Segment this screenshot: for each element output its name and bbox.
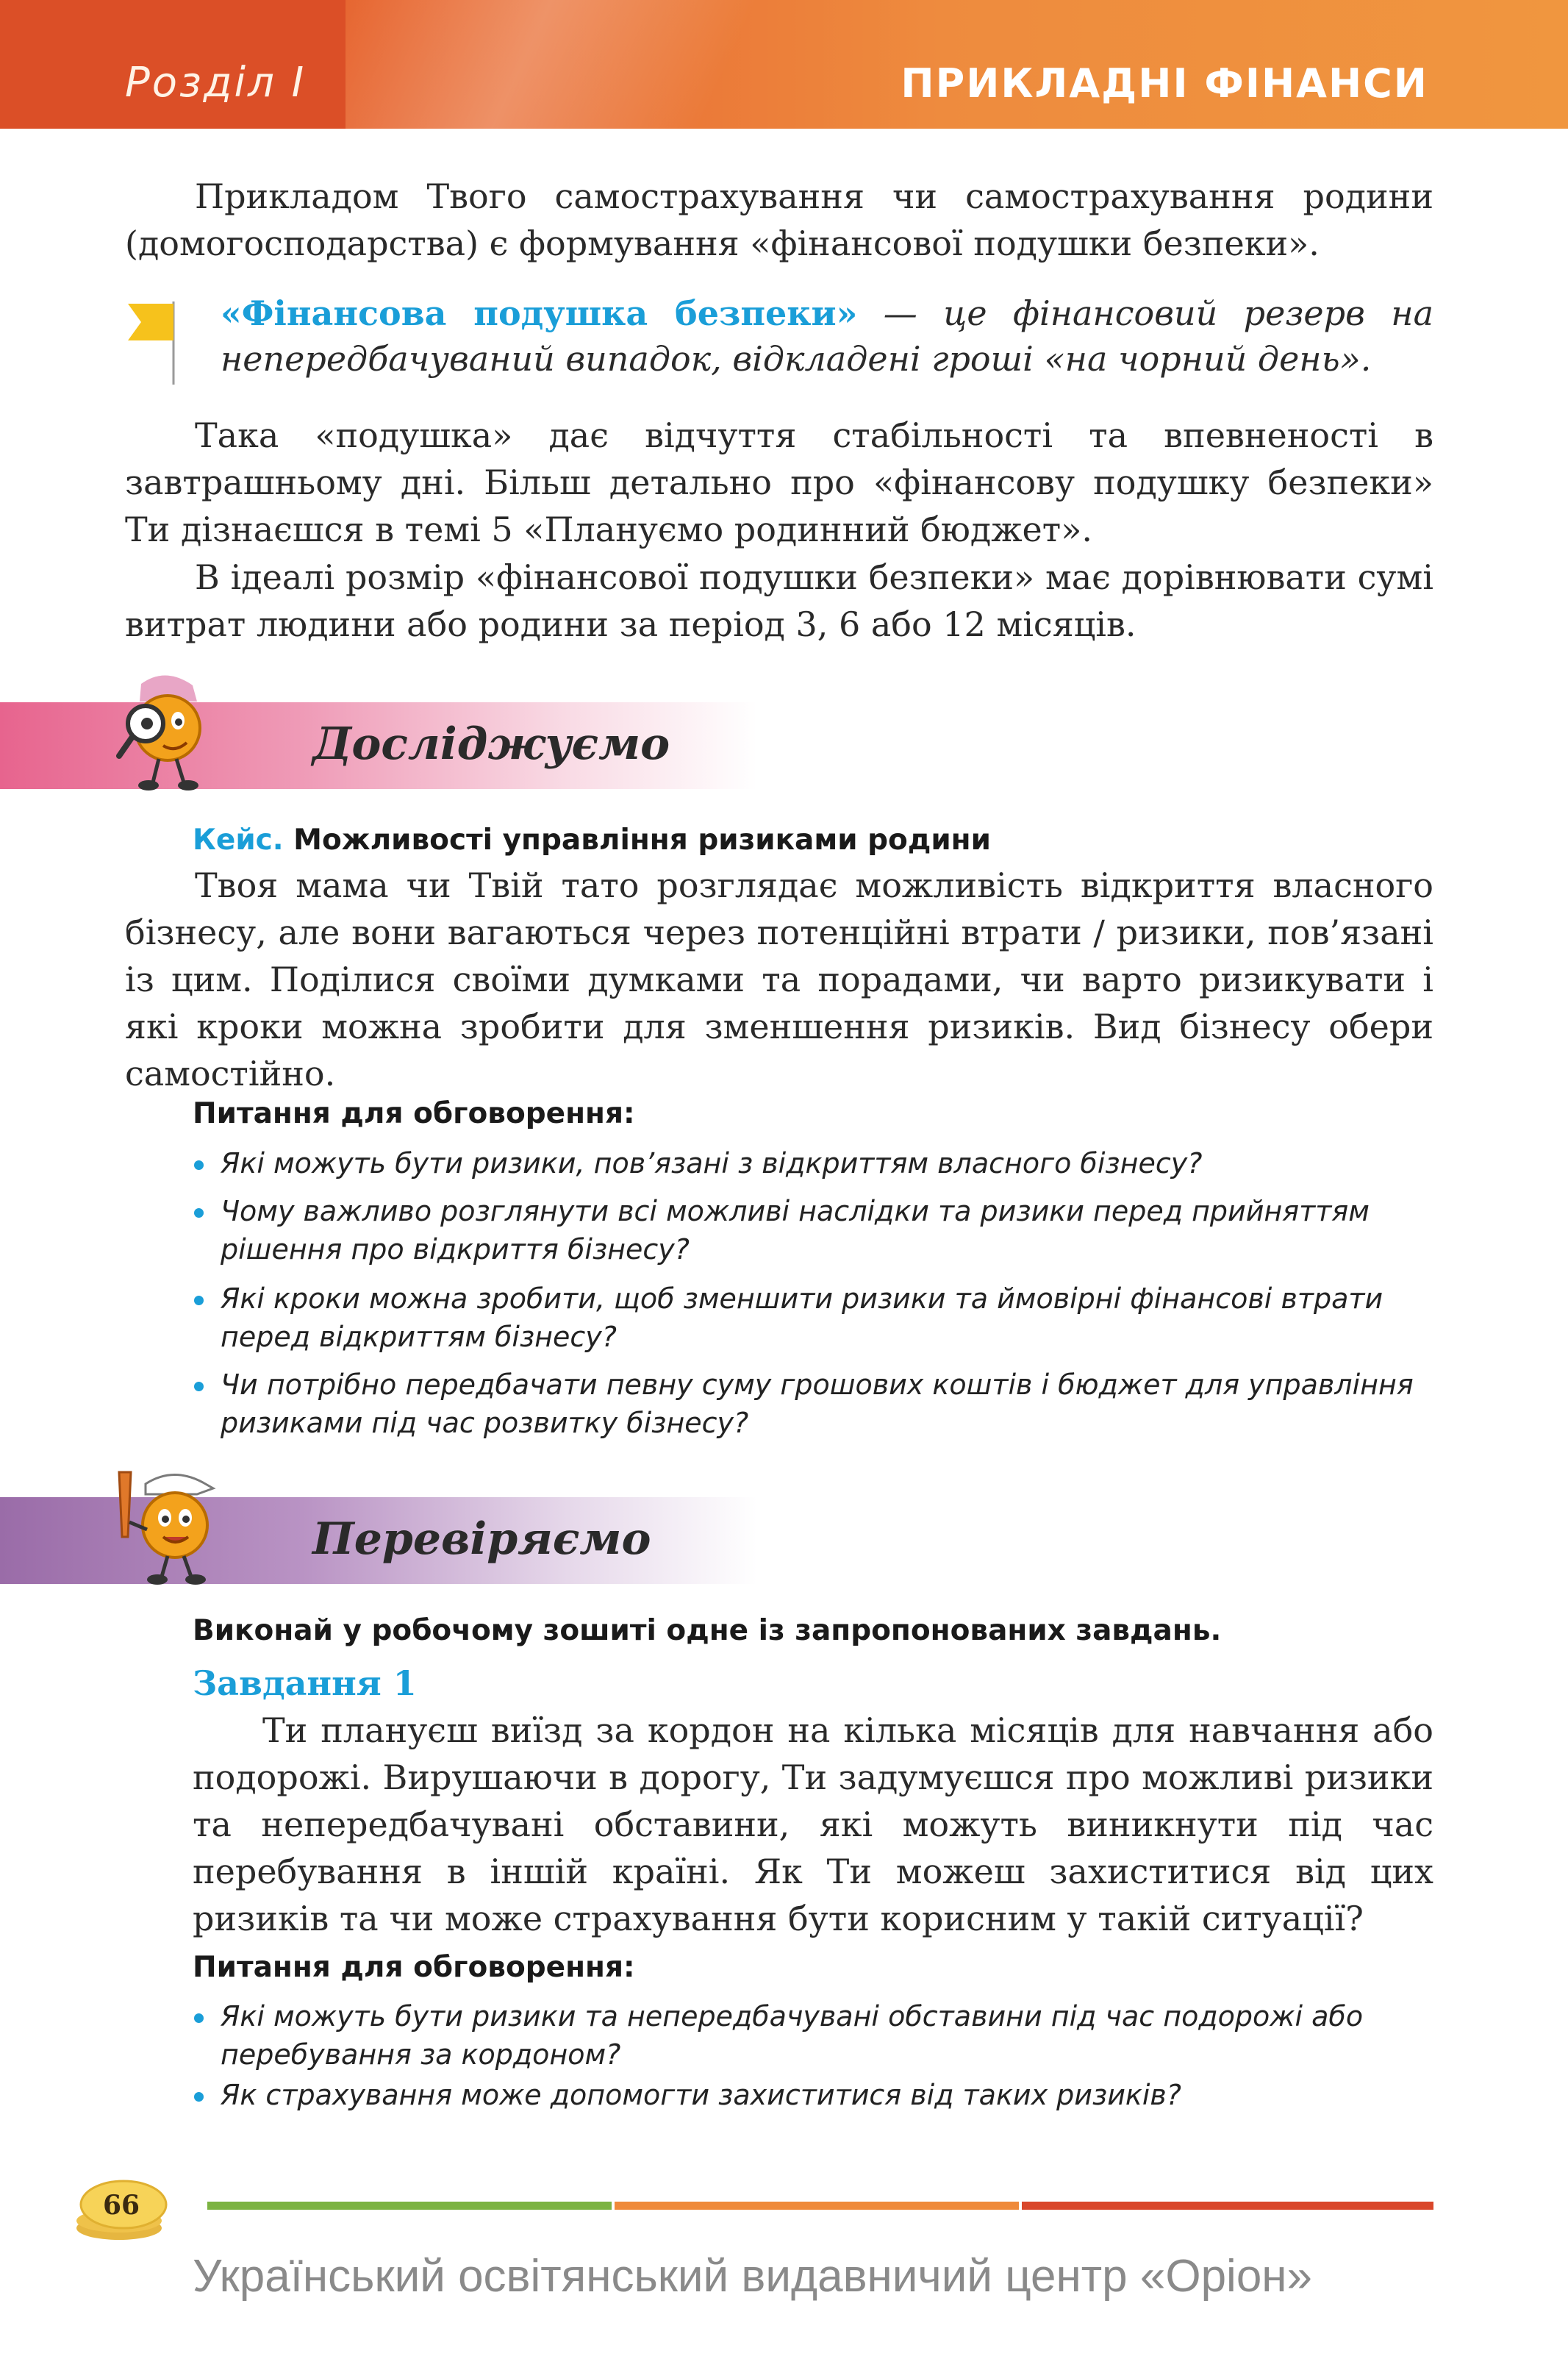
intro-paragraph-3: В ідеалі розмір «фінансової подушки безпеки» має дорівнювати сумі витрат людини або родини за період 3, 6 або 12 місяців.: [125, 557, 1433, 644]
intro-paragraph-2: Така «подушка» дає відчуття стабільності та впевненості в завтрашньому дні. Більш детально про «фінансову подушку безпеки» Ти дізнаєшся в темі 5 «Плануємо родинний бюджет».: [125, 415, 1433, 549]
footer-rule-green: [207, 2202, 612, 2210]
page-number: 66: [102, 2190, 140, 2221]
bullet-icon: [194, 1382, 204, 1391]
case-heading: [193, 824, 991, 857]
check-question-2: Як страхування може допомогти захиститися від таких ризиків?: [221, 2079, 1181, 2111]
definition-text: — це фінансовий резерв на непередбачуваний випадок, відкладені гроші «на чорний день».: [221, 293, 1434, 379]
chapter-header: [0, 0, 1568, 129]
bullet-icon: [194, 2013, 204, 2023]
publisher-line: Український освітянський видавничий центр «Оріон»: [193, 2251, 1313, 2302]
bullet-icon: [194, 1208, 204, 1218]
yellow-flag-icon: [125, 298, 176, 386]
case-text: Твоя мама чи Твій тато розглядає можливість відкриття власного бізнесу, але вони вагаються через потенційні втрати / ризики, пов’язані із цим. Поділися своїми думками та порадами, чи варто ризикувати і які кроки можна зробити для зменшення ризиків. Вид бізнесу обери самостійно.: [125, 866, 1433, 1093]
explore-question-4: Чи потрібно передбачати певну суму грошових коштів і бюджет для управління ризиками під час розвитку бізнесу?: [221, 1368, 1414, 1439]
definition-block: [221, 290, 1433, 382]
chapter-title: ПРИКЛАДНІ ФІНАНСИ: [901, 60, 1428, 107]
footer-rule-red: [1022, 2202, 1433, 2210]
case-title: Можливості управління ризиками родини: [283, 824, 991, 857]
case-label: Кейс.: [193, 824, 284, 857]
task-title: Завдання 1: [193, 1663, 417, 1703]
footer-rule-orange: [615, 2202, 1019, 2210]
bullet-icon: [194, 1160, 204, 1170]
check-banner-title: Перевіряємо: [312, 1513, 651, 1565]
check-questions-heading: Питання для обговорення:: [193, 1951, 635, 1984]
check-instruction: Виконай у робочому зошиті одне із запропонованих завдань.: [193, 1614, 1222, 1647]
bullet-icon: [194, 2092, 204, 2102]
definition-term: «Фінансова подушка безпеки»: [221, 293, 858, 333]
header-stripe: [346, 0, 801, 129]
task-text: Ти плануєш виїзд за кордон на кілька місяців для навчання або подорожі. Вирушаючи в дорогу, Ти задумуєшся про можливі ризики та непередбачувані обставини, які можуть виникнути під час перебування в іншій країні. Як Ти можеш захиститися від цих ризиків та чи може страхування бути корисним у такій ситуації?: [193, 1710, 1433, 1938]
section-label: Розділ І: [125, 59, 307, 107]
check-question-1: Які можуть бути ризики та непередбачувані обставини під час подорожі або перебування за кордоном?: [221, 2000, 1364, 2071]
magnifier-mascot-icon: [110, 669, 221, 794]
explore-question-3: Які кроки можна зробити, щоб зменшити ризики та ймовірні фінансові втрати перед відкриттям бізнесу?: [221, 1282, 1383, 1353]
explore-questions-heading: Питання для обговорення:: [193, 1097, 635, 1130]
baseball-mascot-icon: [103, 1463, 228, 1588]
explore-question-1: Які можуть бути ризики, пов’язані з відкриттям власного бізнесу?: [221, 1147, 1203, 1180]
explore-question-2: Чому важливо розглянути всі можливі наслідки та ризики перед прийняттям рішення про відкриття бізнесу?: [221, 1195, 1370, 1266]
bullet-icon: [194, 1296, 204, 1305]
intro-paragraph-1: Прикладом Твого самострахування чи самострахування родини (домогосподарства) є формування «фінансової подушки безпеки».: [125, 176, 1433, 263]
explore-banner-title: Досліджуємо: [312, 718, 670, 770]
